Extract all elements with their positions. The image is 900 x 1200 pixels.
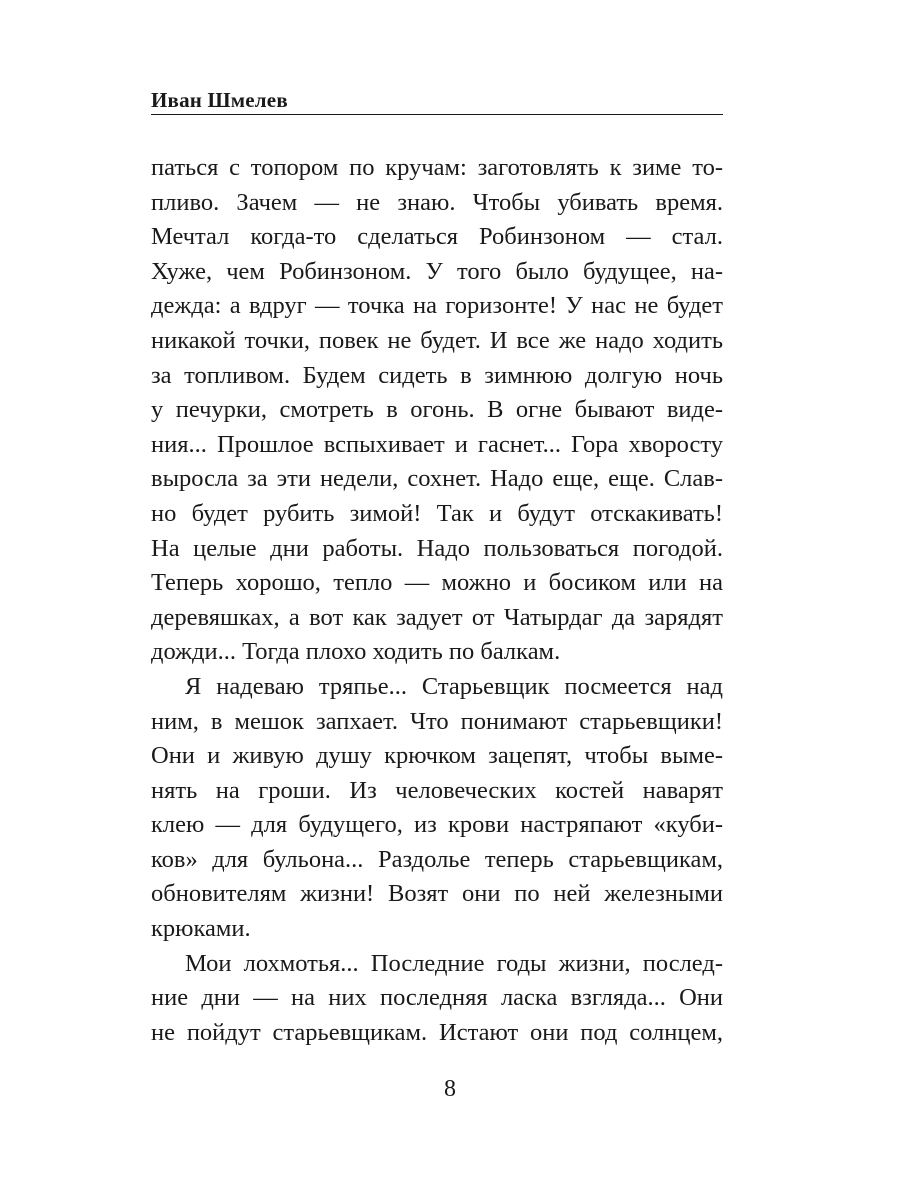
text-line: клею — для будущего, из крови настряпают «куби- [151,811,723,839]
page-number: 8 [444,1076,456,1102]
text-line: обновителям жизни! Возят они по ней железными [151,880,723,908]
text-line: но будет рубить зимой! Так и будут отскакивать! [151,499,723,527]
text-line: Я надеваю тряпье... Старьевщик посмеется над [185,672,723,700]
text-line: пливо. Зачем — не знаю. Чтобы убивать время. [151,188,723,216]
text-line: ним, в мешок запхает. Что понимают старьевщики! [151,707,723,735]
text-line: выросла за эти недели, сохнет. Надо еще, еще. Слав- [151,465,723,493]
text-line: не пойдут старьевщикам. Истают они под солнцем, [151,1018,723,1046]
text-line: деревяшках, а вот как задует от Чатырдаг да зарядят [151,603,723,631]
text-line: Они и живую душу крючком зацепят, чтобы выме- [151,742,723,770]
author-name: Иван Шмелев [151,88,288,112]
page-body-text [151,151,723,1050]
text-line: На целые дни работы. Надо пользоваться погодой. [151,534,723,562]
text-line: крюками. [151,915,251,943]
text-line: дежда: а вдруг — точка на горизонте! У нас не будет [151,292,723,320]
text-line: ние дни — на них последняя ласка взгляда... Они [151,984,723,1012]
text-line: Мои лохмотья... Последние годы жизни, послед- [185,949,723,977]
running-header [151,84,723,115]
text-line: паться с топором по кручам: заготовлять к зиме то- [151,154,723,181]
text-line: за топливом. Будем сидеть в зимнюю долгую ночь [151,361,723,389]
text-line: никакой точки, повек не будет. И все же надо ходить [151,326,723,354]
text-line: ков» для бульона... Раздолье теперь старьевщикам, [151,845,723,873]
text-line: Теперь хорошо, тепло — можно и босиком или на [151,569,723,597]
text-line: дожди... Тогда плохо ходить по балкам. [151,638,561,666]
text-line: нять на гроши. Из человеческих костей наварят [151,776,723,804]
text-line: у печурки, смотреть в огонь. В огне бывают виде- [151,396,723,424]
text-line: Мечтал когда-то сделаться Робинзоном — стал. [151,223,723,251]
text-line: Хуже, чем Робинзоном. У того было будущее, на- [151,257,723,285]
text-line: ния... Прошлое вспыхивает и гаснет... Гора хворосту [151,430,723,458]
